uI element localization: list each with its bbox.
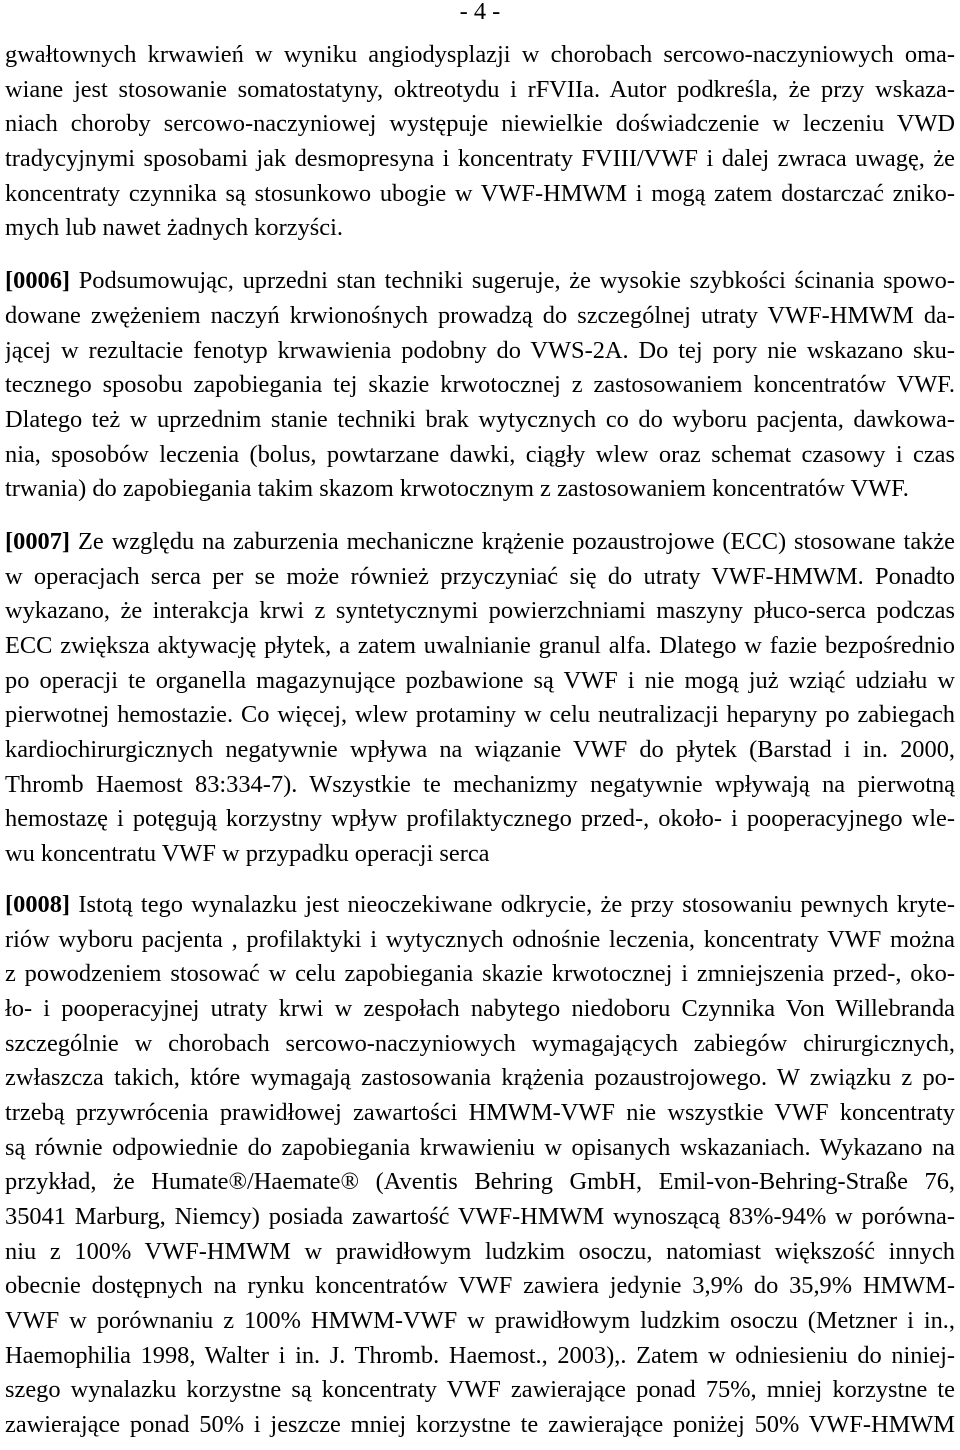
text-line [5,888,955,923]
text-line: VWF w porównaniu z 100% HMWM-VWF w prawidłowym ludzkim osoczu (Metzner i in., [5,1307,955,1335]
document-page [5,0,955,1443]
line-text: Ze względu na zaburzenia mechaniczne krążenie pozaustrojowe (ECC) stosowane także [77,527,955,555]
text-line: riów wyboru pacjenta , profilaktyki i wytycznych odnośnie leczenia, koncentraty VWF można [5,925,955,953]
page-number: - 4 - [459,0,501,25]
text-line: jącej w rezultacie fenotyp krwawienia podobny do VWS-2A. Do tej pory nie wskazano sku- [5,336,955,364]
paragraph-number: [0006] [5,267,71,295]
text-line: po operacji te organella magazynujące pozbawione są VWF i nie mogą już wziąć udziału w [5,666,955,694]
text-line: w operacjach serca per se może również przyczyniać się do utraty VWF-HMWM. Ponadto [5,562,955,590]
text-line: z powodzeniem stosować w celu zapobiegania skazie krwotocznej i zmniejszenia przed-, oko- [5,960,955,988]
text-line: nia, sposobów leczenia (bolus, powtarzane dawki, ciągły wlew oraz schemat czasowy i czas [5,440,955,468]
paragraph [5,888,955,1443]
text-line: mych lub nawet żadnych korzyści. [5,214,343,242]
paragraph [5,264,955,507]
text-line: Haemophilia 1998, Walter i in. J. Thromb. Haemost., 2003),. Zatem w odniesieniu do niniej- [5,1341,955,1369]
text-line [5,264,955,299]
text-line: wiane jest stosowanie somatostatyny, oktreotydu i rFVIIa. Autor podkreśla, że przy wskaza- [5,75,955,103]
text-line: koncentraty czynnika są stosunkowo ubogie w VWF-HMWM i mogą zatem dostarczać zniko- [5,179,955,207]
text-line: szczególnie w chorobach sercowo-naczyniowych wymagających zabiegów chirurgicznych, [5,1029,955,1057]
text-line: Dlatego też w uprzednim stanie techniki brak wytycznych co do wyboru pacjenta, dawkowa- [5,405,955,433]
paragraph-number: [0008] [5,890,71,918]
text-line: zwłaszcza takich, które wymagają zastosowania krążenia pozaustrojowego. W związku z po- [5,1064,955,1092]
text-line: trwania) do zapobiegania takim skazom krwotocznym z zastosowaniem koncentratów VWF. [5,475,909,503]
text-line: tradycyjnymi sposobami jak desmopresyna i koncentraty FVIII/VWF i dalej zwraca uwagę, że [5,145,955,173]
text-line: ECC zwiększa aktywację płytek, a zatem uwalnianie granul alfa. Dlatego w fazie bezpośrednio [5,632,955,659]
line-text: Istotą tego wynalazku jest nieoczekiwane odkrycie, że przy stosowaniu pewnych kryte- [78,890,955,918]
text-line: trzebą przywrócenia prawidłowej zawartości HMWM-VWF nie wszystkie VWF koncentraty [5,1098,955,1126]
text-line: ło- i pooperacyjnej utraty krwi w zespołach nabytego niedoboru Czynnika Von Willebranda [5,994,955,1022]
text-line: Thromb Haemost 83:334-7). Wszystkie te mechanizmy negatywnie wpływają na pierwotną [5,770,955,798]
text-line: szego wynalazku korzystne są koncentraty VWF zawierające ponad 75%, mniej korzystne te [5,1376,955,1404]
paragraph [5,38,955,246]
text-line: są równie odpowiednie do zapobiegania krwawieniu w opisanych wskazaniach. Wykazano na [5,1133,955,1161]
text-line: niu z 100% VWF-HMWM w prawidłowym ludzkim osoczu, natomiast większość innych [5,1237,955,1265]
text-line: zawierające ponad 50% i jeszcze mniej korzystne te zawierające poniżej 50% VWF-HMWM [5,1411,955,1439]
text-line: pierwotnej hemostazie. Co więcej, wlew protaminy w celu neutralizacji heparyny po zabiegach [5,701,955,729]
text-line: wykazano, że interakcja krwi z syntetycznymi powierzchniami maszyny płuco-serca podczas [5,597,955,625]
line-text: Podsumowując, uprzedni stan techniki sugeruje, że wysokie szybkości ścinania spowo- [78,267,955,295]
text-line: 35041 Marburg, Niemcy) posiada zawartość VWF-HMWM wynoszącą 83%-94% w porówna- [5,1203,955,1230]
text-line: obecnie dostępnych na rynku koncentratów VWF zawiera jedynie 3,9% do 35,9% HMWM- [5,1272,955,1300]
text-line: tecznego sposobu zapobiegania tej skazie krwotocznej z zastosowaniem koncentratów VWF. [5,371,955,399]
text-line: przykład, że Humate®/Haemate® (Aventis Behring GmbH, Emil-von-Behring-Straße 76, [5,1168,955,1196]
text-line: hemostazę i potęgują korzystny wpływ profilaktycznego przed-, około- i pooperacyjnego wle- [5,805,955,833]
body-text [5,38,955,1443]
text-line: kardiochirurgicznych negatywnie wpływa na wiązanie VWF do płytek (Barstad i in. 2000, [5,736,955,764]
paragraph-number: [0007] [5,527,71,555]
text-line: dowane zwężeniem naczyń krwionośnych prowadzą do szczególnej utraty VWF-HMWM da- [5,301,955,329]
text-line: gwałtownych krwawień w wyniku angiodysplazji w chorobach sercowo-naczyniowych oma- [5,41,955,68]
text-line: wu koncentratu VWF w przypadku operacji serca [5,840,490,868]
text-line [5,525,955,560]
paragraph [5,525,955,872]
text-line: niach choroby sercowo-naczyniowej występuje niewielkie doświadczenie w leczeniu VWD [5,110,955,138]
